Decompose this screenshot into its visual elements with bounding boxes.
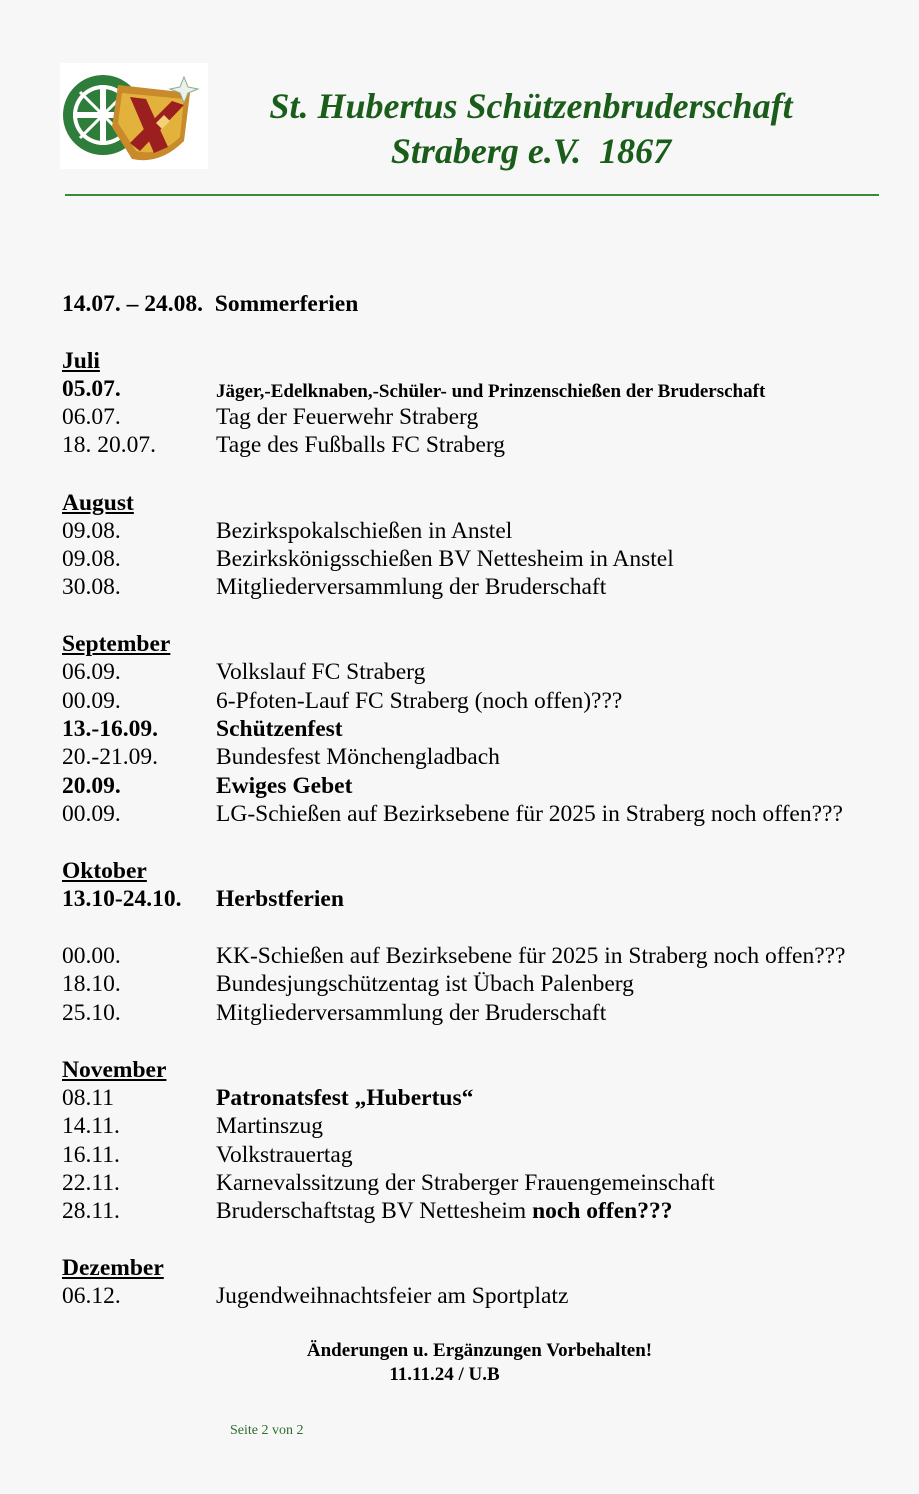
event-date: 08.11 xyxy=(62,1085,115,1111)
event-date: 00.00. xyxy=(62,943,121,969)
autumn-holidays-dates: 13.10-24.10. xyxy=(62,886,182,912)
event-text: Bundesjungschützentag ist Übach Palenberg xyxy=(216,971,634,997)
event-text: LG-Schießen auf Bezirksebene für 2025 in Straberg noch offen??? xyxy=(216,801,843,827)
summer-holidays-dates: 14.07. – 24.08. xyxy=(62,291,203,317)
autumn-holidays-label: Herbstferien xyxy=(216,886,344,912)
document-title xyxy=(210,84,852,174)
event-date: 13.-16.09. xyxy=(62,716,158,742)
event-text: Ewiges Gebet xyxy=(216,773,353,799)
event-date: 20.09. xyxy=(62,773,121,799)
event-date: 30.08. xyxy=(62,574,121,600)
event-date: 00.09. xyxy=(62,688,121,714)
summer-holidays-label: Sommerferien xyxy=(214,291,359,317)
event-date: 18.10. xyxy=(62,971,121,997)
event-text: Tag der Feuerwehr Straberg xyxy=(216,404,479,430)
event-text: Bundesfest Mönchengladbach xyxy=(216,744,500,770)
event-date: 09.08. xyxy=(62,518,121,544)
event-text: Tage des Fußballs FC Straberg xyxy=(216,432,506,458)
month-heading-juli: Juli xyxy=(62,348,100,374)
event-date: 09.08. xyxy=(62,546,121,572)
event-text: Bezirkspokalschießen in Anstel xyxy=(216,518,513,544)
title-line-2: Straberg e.V. 1867 xyxy=(390,131,672,171)
event-date: 05.07. xyxy=(62,376,121,402)
event-date: 18. 20.07. xyxy=(62,432,156,458)
notice-date: 11.11.24 / U.B xyxy=(389,1364,500,1385)
month-heading-september: September xyxy=(62,631,171,657)
event-text: Bezirkskönigsschießen BV Nettesheim in Anstel xyxy=(216,546,674,572)
summer-holidays xyxy=(62,290,907,318)
event-text: Jäger,-Edelknaben,-Schüler- und Prinzenschießen der Bruderschaft xyxy=(216,381,766,402)
event-text: Mitgliederversammlung der Bruderschaft xyxy=(216,574,607,600)
event-date: 06.07. xyxy=(62,404,121,430)
event-text: Mitgliederversammlung der Bruderschaft xyxy=(216,1000,607,1026)
event-text: 6-Pfoten-Lauf FC Straberg (noch offen)??? xyxy=(216,688,623,714)
event-text: Martinszug xyxy=(216,1113,324,1139)
page-number: Seite 2 von 2 xyxy=(230,1423,304,1438)
event-date: 14.11. xyxy=(62,1113,120,1139)
title-line-1: St. Hubertus Schützenbruderschaft xyxy=(269,86,793,126)
event-text-bold: noch offen??? xyxy=(532,1198,673,1224)
event-text: Karnevalssitzung der Straberger Frauengemeinschaft xyxy=(216,1170,715,1196)
coat-of-arms-icon xyxy=(60,63,208,169)
event-text: Volkslauf FC Straberg xyxy=(216,659,426,685)
month-heading-oktober: Oktober xyxy=(62,858,147,884)
event-text: Schützenfest xyxy=(216,716,343,742)
event-text: KK-Schießen auf Bezirksebene für 2025 in Straberg noch offen??? xyxy=(216,943,846,969)
event-date: 20.-21.09. xyxy=(62,744,158,770)
month-heading-november: November xyxy=(62,1057,167,1083)
event-text: Patronatsfest „Hubertus“ xyxy=(216,1085,474,1111)
event-date: 06.09. xyxy=(62,659,121,685)
brotherhood-logo xyxy=(60,63,208,169)
month-heading-august: August xyxy=(62,490,134,516)
event-text: Volkstrauertag xyxy=(216,1142,353,1168)
event-date: 00.09. xyxy=(62,801,121,827)
event-text xyxy=(216,1197,672,1225)
event-text: Jugendweihnachtsfeier am Sportplatz xyxy=(216,1283,569,1309)
header-divider xyxy=(65,194,879,196)
event-date: 06.12. xyxy=(62,1283,121,1309)
event-text-regular: Bruderschaftstag BV Nettesheim xyxy=(216,1198,533,1224)
event-date: 28.11. xyxy=(62,1198,120,1224)
changes-notice: Änderungen u. Ergänzungen Vorbehalten! xyxy=(306,1340,653,1361)
event-date: 25.10. xyxy=(62,1000,121,1026)
month-heading-dezember: Dezember xyxy=(62,1255,164,1281)
event-date: 16.11. xyxy=(62,1142,120,1168)
event-date: 22.11. xyxy=(62,1170,120,1196)
